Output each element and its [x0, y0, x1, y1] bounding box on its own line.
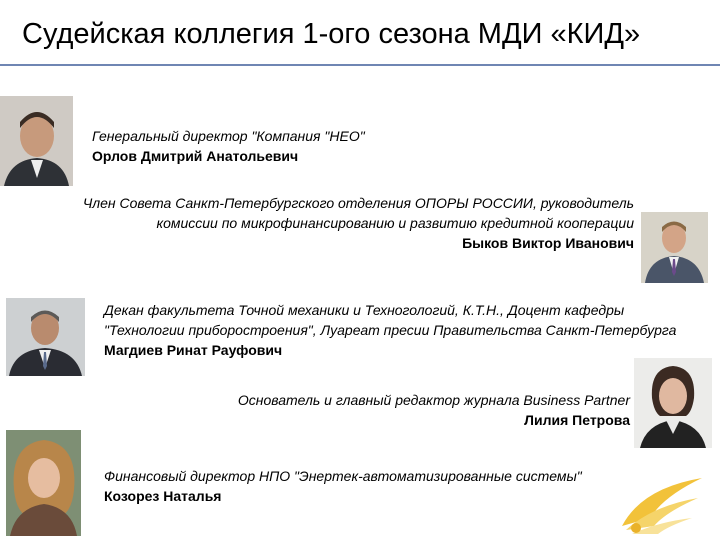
judge-3-photo [6, 298, 85, 376]
judge-3-role: Декан факультета Точной механики и Техногологий, К.Т.Н., Доцент кафедры "Технологии приборостроения", Луареат пресии Правительства Санкт-Петербурга [104, 302, 677, 338]
judge-4-photo [634, 358, 712, 448]
slide-title: Судейская коллегия 1-ого сезона МДИ «КИД» [22, 18, 641, 50]
golden-wings-logo-icon [612, 468, 708, 538]
judge-5-name: Козорез Наталья [104, 488, 222, 504]
judge-1-photo [0, 96, 73, 186]
judge-2-photo [641, 212, 708, 283]
judge-2-name: Быков Виктор Иванович [462, 235, 634, 251]
judge-2-text [60, 193, 634, 253]
judge-1-role: Генеральный директор "Компания "НЕО" [92, 128, 365, 144]
judge-3-text [104, 300, 704, 360]
judge-4-text [150, 390, 630, 430]
judge-4-name: Лилия Петрова [524, 412, 630, 428]
title-divider [0, 64, 720, 66]
judge-1-name: Орлов Дмитрий Анатольевич [92, 148, 299, 164]
judge-3-name: Магдиев Ринат Рауфович [104, 342, 283, 358]
judge-5-role: Финансовый директор НПО "Энертек-автоматизированные системы" [104, 468, 582, 484]
judge-5-text [104, 466, 664, 506]
judge-5-photo [6, 430, 81, 536]
judge-2-role: Член Совета Санкт-Петербургского отделения ОПОРЫ РОССИИ, руководитель комиссии по микрофинансированию и развитию кредитной кооперации [82, 195, 634, 231]
judge-1-text [92, 126, 492, 166]
judge-4-role: Основатель и главный редактор журнала Business Partner [237, 392, 630, 408]
